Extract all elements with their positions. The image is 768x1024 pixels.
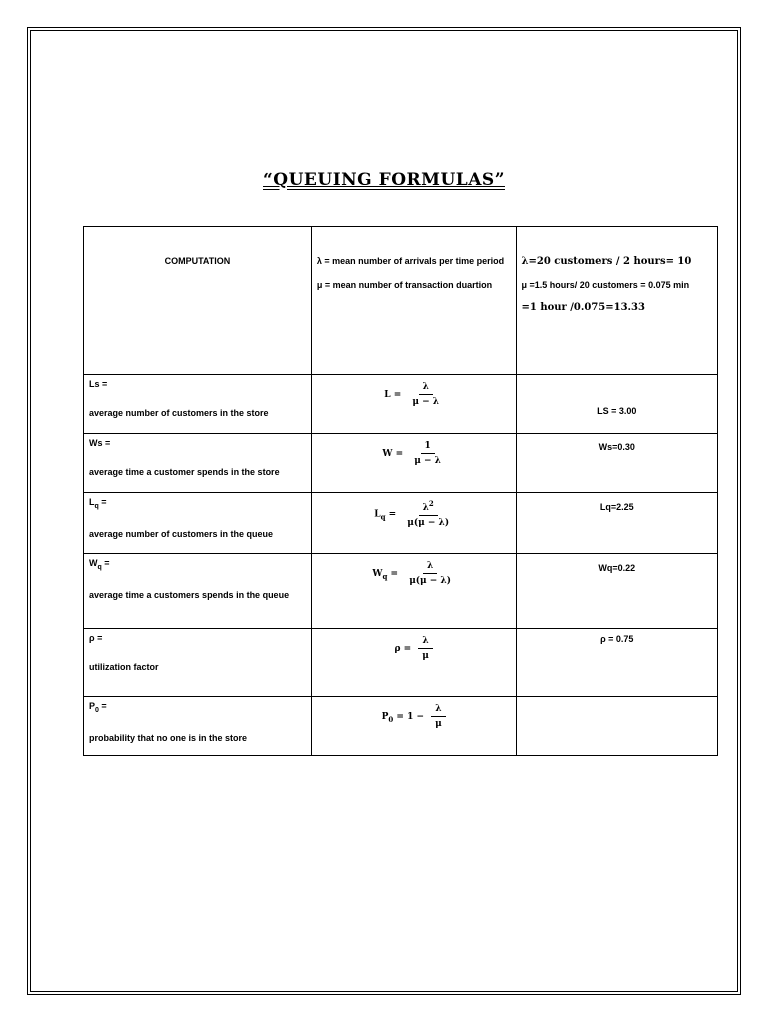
row-result: Lq=2.25 <box>516 493 718 554</box>
row-label-cell <box>84 629 312 697</box>
row-description: utilization factor <box>89 662 159 673</box>
table-row <box>84 697 718 756</box>
formula-lq: $L_q$ = $\frac{\lambda^2}{\mu(\mu - \lambda)}$ <box>311 493 516 554</box>
row-description: average number of customers in the queue <box>89 529 274 540</box>
row-description: probability that no one is in the store <box>89 733 248 744</box>
lambda-definition: λ = mean number of arrivals per time period <box>316 256 505 266</box>
row-label-cell <box>84 554 312 629</box>
formula-w: W = $\frac{1}{\mu - \lambda}$ <box>311 434 516 493</box>
given-lambda: λ=20 customers / 2 hours= 10 <box>521 256 692 267</box>
given-mu: μ =1.5 hours/ 20 customers = 0.075 min <box>521 279 690 290</box>
given-mu-rate: =1 hour /0.075=13.33 <box>521 301 645 313</box>
row-label: Ws = <box>89 438 111 448</box>
row-result <box>516 697 718 756</box>
table-row <box>84 554 718 629</box>
row-label: $W_q$ = <box>89 558 110 571</box>
row-label: $P_0$ = <box>89 701 107 714</box>
queuing-formulas-table <box>83 226 718 756</box>
row-result: Ws=0.30 <box>516 434 718 493</box>
computation-header: COMPUTATION <box>84 227 312 375</box>
document-title: “QUEUING FORMULAS” <box>263 170 505 190</box>
row-label: $L_q$ = <box>89 497 107 510</box>
row-description: average number of customers in the store <box>89 408 269 419</box>
formula-rho: ρ = $\frac{\lambda}{\mu}$ <box>311 629 516 697</box>
row-result: ρ = 0.75 <box>516 629 718 697</box>
row-description: average time a customer spends in the store <box>89 467 280 478</box>
row-label-cell <box>84 375 312 434</box>
row-description: average time a customers spends in the queue <box>89 590 290 601</box>
mu-definition: μ = mean number of transaction duartion <box>316 280 493 291</box>
row-label: Ls = <box>89 379 108 389</box>
row-label-cell <box>84 493 312 554</box>
table-row <box>84 375 718 434</box>
formula-p0: $P_0 = 1$ − $\frac{\lambda}{\mu}$ <box>311 697 516 756</box>
table-header-row <box>84 227 718 375</box>
row-label-cell <box>84 697 312 756</box>
table-row <box>84 434 718 493</box>
symbol-definitions <box>311 227 516 375</box>
row-result: Wq=0.22 <box>516 554 718 629</box>
row-label-cell <box>84 434 312 493</box>
row-label: ρ = <box>89 633 103 643</box>
table-row <box>84 629 718 697</box>
row-result: LS = 3.00 <box>516 375 718 434</box>
given-values <box>516 227 718 375</box>
table-row <box>84 493 718 554</box>
formula-l: L = $\frac{\lambda}{\mu - \lambda}$ <box>311 375 516 434</box>
formula-wq: $W_q$ = $\frac{\lambda}{\mu(\mu - \lambda)}$ <box>311 554 516 629</box>
